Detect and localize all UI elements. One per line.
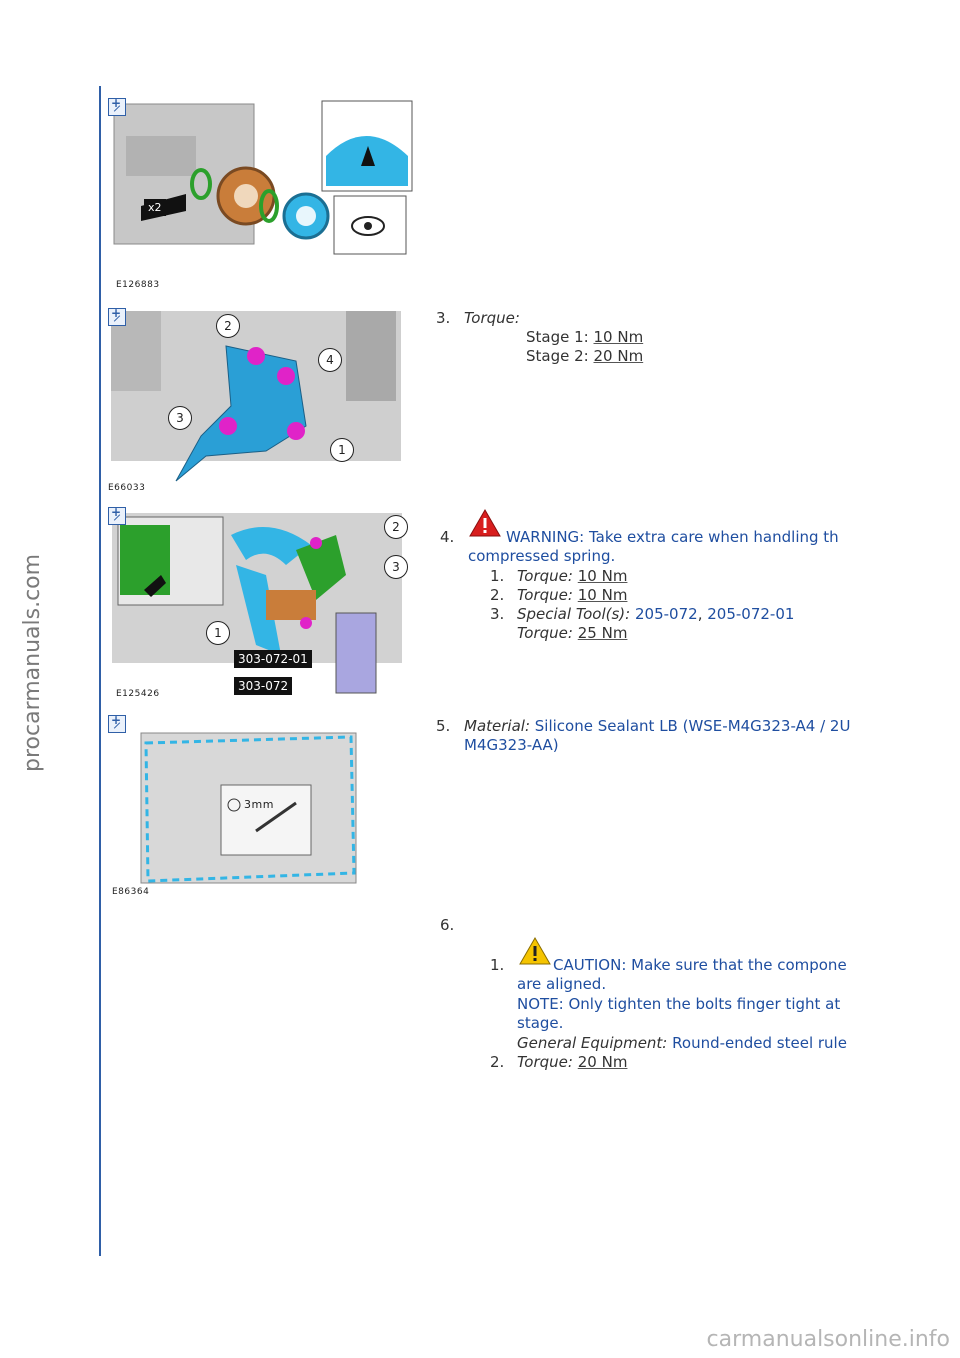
timing-gear-illustration [106, 96, 416, 296]
note-text: NOTE: Only tighten the bolts finger tight at [517, 995, 841, 1013]
zoom-icon[interactable] [108, 308, 126, 326]
material-label: Material: [464, 717, 530, 735]
torque-label: Torque: [517, 567, 573, 585]
callout-2: 2 [216, 314, 240, 338]
special-tools-label: Special Tool(s): [517, 605, 631, 623]
side-brand-text: procarmanuals.com [20, 553, 45, 772]
stage-1-value[interactable]: 10 Nm [593, 328, 644, 346]
tool-label-303-072-01: 303-072-01 [234, 650, 312, 668]
caution-text-cont: are aligned. [517, 975, 607, 993]
substep-torque [517, 624, 627, 642]
warning-text: WARNING: Take extra care when handling th [506, 528, 839, 546]
figure-code: E126883 [116, 280, 160, 290]
torque-value[interactable]: 10 Nm [577, 586, 628, 604]
tool-separator: , [697, 605, 703, 623]
step-number: 4. [440, 528, 455, 546]
figure-code: E66033 [108, 483, 146, 493]
tool-link-205-072[interactable]: 205-072 [635, 605, 698, 623]
stage-1-label: Stage 1: [526, 328, 589, 346]
margin-rule [99, 86, 101, 1256]
callout-4: 4 [318, 348, 342, 372]
stage-2-value[interactable]: 20 Nm [593, 347, 644, 365]
material-link[interactable]: Silicone Sealant LB (WSE-M4G323-A4 / 2U [534, 717, 851, 735]
torque-label [464, 309, 520, 327]
torque-label: Torque: [517, 1053, 573, 1071]
note-text-cont: stage. [517, 1014, 564, 1032]
figure-oil-pump[interactable] [106, 306, 406, 496]
substep-number: 2. [490, 1053, 505, 1071]
step-number: 6. [440, 916, 455, 934]
warning-text-cont: compressed spring. [468, 547, 616, 565]
substep-number: 2. [490, 586, 505, 604]
equipment-link[interactable]: Round-ended steel rule [672, 1034, 847, 1052]
general-equipment-label: General Equipment: [517, 1034, 668, 1052]
tool-link-205-072-01[interactable]: 205-072-01 [707, 605, 795, 623]
substep-number: 1. [490, 956, 505, 974]
caution-text: CAUTION: Make sure that the compone [553, 956, 847, 974]
oil-pump-illustration [106, 306, 406, 496]
substep-number: 3. [490, 605, 505, 623]
figure-tag: x2 [144, 199, 166, 216]
figure-tensioner[interactable] [106, 505, 411, 703]
callout-3: 3 [384, 555, 408, 579]
substep-special-tools [517, 605, 794, 623]
oil-pan-illustration [106, 713, 366, 901]
stage-2-line [526, 347, 643, 365]
caution-icon [518, 936, 552, 966]
bead-size-label: 3mm [244, 798, 274, 811]
figure-code: E86364 [112, 887, 150, 897]
zoom-icon[interactable] [108, 98, 126, 116]
callout-2: 2 [384, 515, 408, 539]
torque-value[interactable]: 25 Nm [577, 624, 628, 642]
warning-icon [468, 508, 502, 538]
zoom-icon[interactable] [108, 507, 126, 525]
step-number: 5. [436, 717, 451, 735]
torque-value[interactable]: 20 Nm [577, 1053, 628, 1071]
torque-value[interactable]: 10 Nm [577, 567, 628, 585]
substep-torque [517, 567, 627, 585]
stage-2-label: Stage 2: [526, 347, 589, 365]
substep-torque [517, 586, 627, 604]
figure-code: E125426 [116, 689, 160, 699]
callout-1: 1 [206, 621, 230, 645]
watermark-text: carmanualsonline.info [706, 1327, 950, 1352]
torque-label: Torque: [517, 586, 573, 604]
zoom-icon[interactable] [108, 715, 126, 733]
torque-label: Torque: [517, 624, 573, 642]
tool-label-303-072: 303-072 [234, 677, 292, 695]
figure-oil-pan[interactable] [106, 713, 366, 901]
material-link-cont[interactable]: M4G323-AA) [464, 736, 559, 754]
substep-torque [517, 1053, 627, 1071]
callout-3: 3 [168, 406, 192, 430]
stage-1-line [526, 328, 643, 346]
substep-number: 1. [490, 567, 505, 585]
general-equipment-line [517, 1034, 847, 1052]
torque-label-text: Torque: [464, 309, 520, 327]
figure-timing-gear[interactable] [106, 96, 416, 296]
callout-1: 1 [330, 438, 354, 462]
step-number: 3. [436, 309, 451, 327]
material-line [464, 717, 850, 735]
tensioner-illustration [106, 505, 411, 703]
